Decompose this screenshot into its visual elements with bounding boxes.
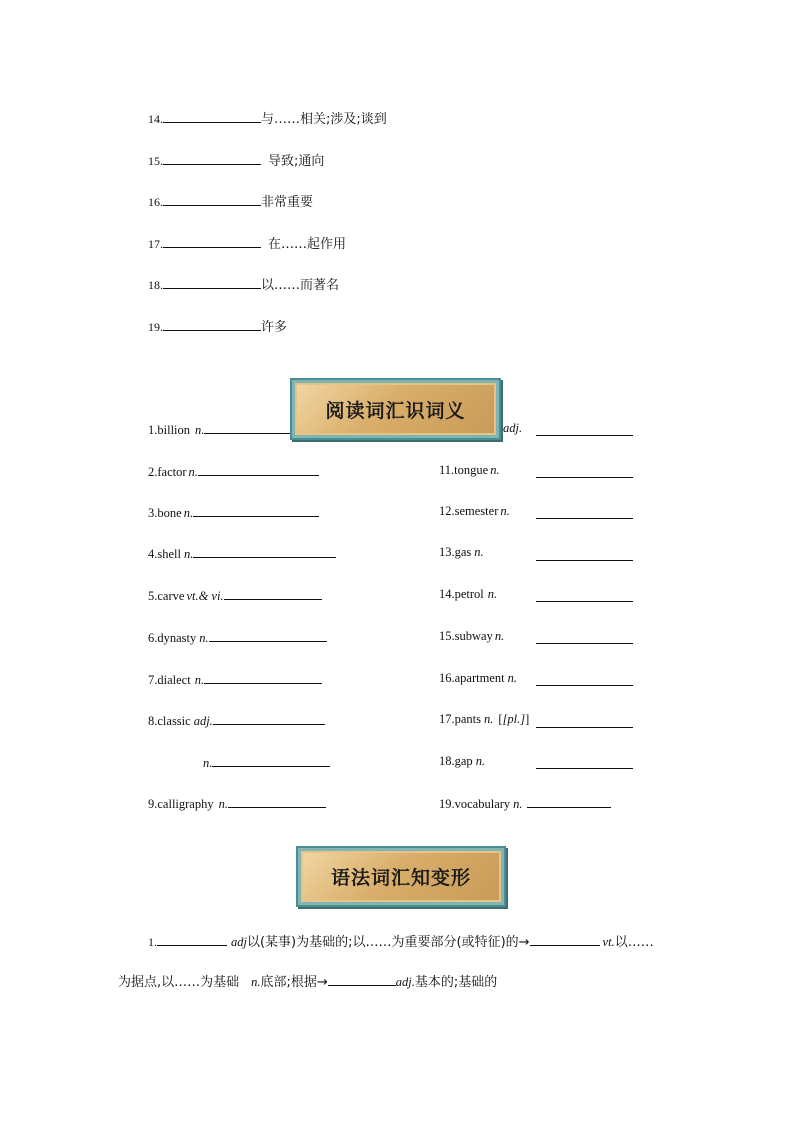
- vocab-row: [439, 463, 500, 478]
- phrase-meaning: 导致;通向: [268, 154, 325, 169]
- vocab-word: 18.gap: [439, 754, 473, 768]
- answer-blank[interactable]: [536, 506, 633, 519]
- phrase-row: [148, 316, 287, 335]
- answer-blank[interactable]: [157, 933, 227, 946]
- vocab-word: 11.tongue: [439, 463, 489, 477]
- vocab-word: 6.dynasty: [148, 631, 197, 645]
- part-of-speech: n.: [487, 587, 498, 601]
- vocab-row: [148, 629, 327, 646]
- part-of-speech: adj.: [193, 714, 213, 728]
- grammar-line: [148, 931, 654, 950]
- part-of-speech: n.: [199, 631, 209, 645]
- answer-blank[interactable]: [536, 631, 633, 644]
- answer-blank[interactable]: [536, 548, 633, 561]
- definition-text: 以(某事)为基础的;以……为重要部分(或特征)的→: [246, 935, 530, 950]
- answer-blank[interactable]: [198, 463, 319, 476]
- part-of-speech: n.: [513, 797, 523, 811]
- part-of-speech: n.: [218, 797, 228, 811]
- part-of-speech: n.: [484, 712, 494, 726]
- vocab-row: [148, 712, 325, 729]
- part-of-speech: adj: [231, 935, 247, 949]
- phrase-meaning: 许多: [261, 320, 288, 335]
- answer-blank[interactable]: [204, 671, 322, 684]
- part-of-speech: n.: [500, 504, 510, 518]
- definition-text: 底部;根据→: [260, 975, 328, 990]
- section-title: 语法词汇知变形: [330, 867, 471, 889]
- vocab-word: 2.factor: [148, 465, 187, 479]
- answer-blank[interactable]: [163, 193, 261, 206]
- vocab-row: [503, 421, 522, 436]
- item-number: 14.: [148, 112, 163, 126]
- vocab-row: [439, 504, 510, 519]
- vocab-row: [439, 671, 517, 686]
- vocab-word: 15.subway: [439, 629, 493, 643]
- vocab-word: 3.bone: [148, 506, 182, 520]
- answer-blank[interactable]: [163, 110, 261, 123]
- section-banner-reading: [290, 378, 501, 440]
- answer-blank[interactable]: [328, 973, 396, 986]
- answer-blank[interactable]: [163, 276, 261, 289]
- item-number: 17.: [148, 237, 163, 251]
- vocab-word: 4.shell: [148, 547, 181, 561]
- phrase-row: [148, 108, 387, 127]
- answer-blank[interactable]: [163, 235, 261, 248]
- answer-blank[interactable]: [209, 629, 327, 642]
- vocab-word: 7.dialect: [148, 673, 191, 687]
- part-of-speech: n.: [474, 545, 484, 559]
- vocab-word: 12.semester: [439, 504, 499, 518]
- vocab-word: 9.calligraphy: [148, 797, 214, 811]
- item-number: 19.: [148, 320, 163, 334]
- part-of-speech: adj.: [395, 975, 415, 989]
- phrase-row: [148, 233, 346, 252]
- part-of-speech: n.: [195, 423, 205, 437]
- part-of-speech: n.: [183, 506, 194, 520]
- answer-blank[interactable]: [212, 754, 330, 767]
- vocab-row: [439, 545, 484, 560]
- phrase-meaning: 非常重要: [261, 195, 314, 210]
- vocab-row: [203, 754, 330, 771]
- part-of-speech: vt.: [602, 935, 615, 949]
- vocab-row: [148, 463, 319, 480]
- answer-blank[interactable]: [163, 152, 261, 165]
- plural-note: [[pl.]]: [498, 712, 530, 726]
- answer-blank[interactable]: [530, 933, 600, 946]
- part-of-speech: n.: [188, 465, 198, 479]
- answer-blank[interactable]: [228, 795, 326, 808]
- answer-blank[interactable]: [536, 715, 633, 728]
- part-of-speech: n.: [494, 629, 505, 643]
- phrase-row: [148, 191, 313, 210]
- definition-text: 以……: [614, 935, 654, 950]
- vocab-word: 5.carve: [148, 589, 185, 603]
- part-of-speech: adj.: [503, 421, 523, 435]
- answer-blank[interactable]: [213, 712, 325, 725]
- vocab-row: [148, 545, 336, 562]
- vocab-word: 17.pants: [439, 712, 482, 726]
- item-number: 1.: [148, 935, 157, 949]
- phrase-row: [148, 150, 324, 169]
- part-of-speech: vt.& vi.: [186, 589, 224, 603]
- answer-blank[interactable]: [536, 673, 633, 686]
- answer-blank[interactable]: [193, 545, 336, 558]
- answer-blank[interactable]: [536, 465, 633, 478]
- vocab-row: [439, 754, 485, 769]
- item-number: 16.: [148, 195, 163, 209]
- part-of-speech: n.: [490, 463, 500, 477]
- part-of-speech: n.: [507, 671, 517, 685]
- answer-blank[interactable]: [224, 587, 322, 600]
- vocab-row: [148, 504, 319, 521]
- phrase-meaning: 以……而著名: [261, 278, 340, 293]
- vocab-word: 8.classic: [148, 714, 191, 728]
- part-of-speech: n.: [251, 975, 261, 989]
- vocab-row: [439, 795, 611, 812]
- phrase-meaning: 在……起作用: [268, 237, 347, 252]
- part-of-speech: n.: [194, 673, 205, 687]
- part-of-speech: n.: [475, 754, 486, 768]
- phrase-row: [148, 274, 339, 293]
- vocab-row: [148, 671, 322, 688]
- item-number: 18.: [148, 278, 163, 292]
- phrase-meaning: 与……相关;涉及;谈到: [261, 112, 387, 127]
- answer-blank[interactable]: [527, 795, 611, 808]
- answer-blank[interactable]: [193, 504, 319, 517]
- part-of-speech: n.: [203, 756, 213, 770]
- answer-blank[interactable]: [536, 423, 633, 436]
- section-banner-grammar: [296, 846, 506, 907]
- plural-tag: [pl.]: [502, 712, 526, 726]
- vocab-row: [439, 629, 504, 644]
- part-of-speech: n.: [183, 547, 194, 561]
- definition-text: 为据点,以……为基础: [118, 975, 240, 990]
- vocab-word: 19.vocabulary: [439, 797, 511, 811]
- vocab-word: 14.petrol: [439, 587, 484, 601]
- grammar-line: [118, 971, 497, 990]
- answer-blank[interactable]: [536, 756, 633, 769]
- definition-text: 基本的;基础的: [414, 975, 498, 990]
- vocab-row: [439, 587, 497, 602]
- vocab-word: 1.billion: [148, 423, 191, 437]
- vocab-row: [148, 587, 322, 604]
- vocab-row: [148, 795, 326, 812]
- vocab-word: 16.apartment: [439, 671, 505, 685]
- item-number: 15.: [148, 154, 163, 168]
- vocab-row: [439, 712, 529, 727]
- vocab-word: 13.gas: [439, 545, 472, 559]
- answer-blank[interactable]: [536, 589, 633, 602]
- section-title: 阅读词汇识词义: [325, 399, 466, 422]
- answer-blank[interactable]: [163, 318, 261, 331]
